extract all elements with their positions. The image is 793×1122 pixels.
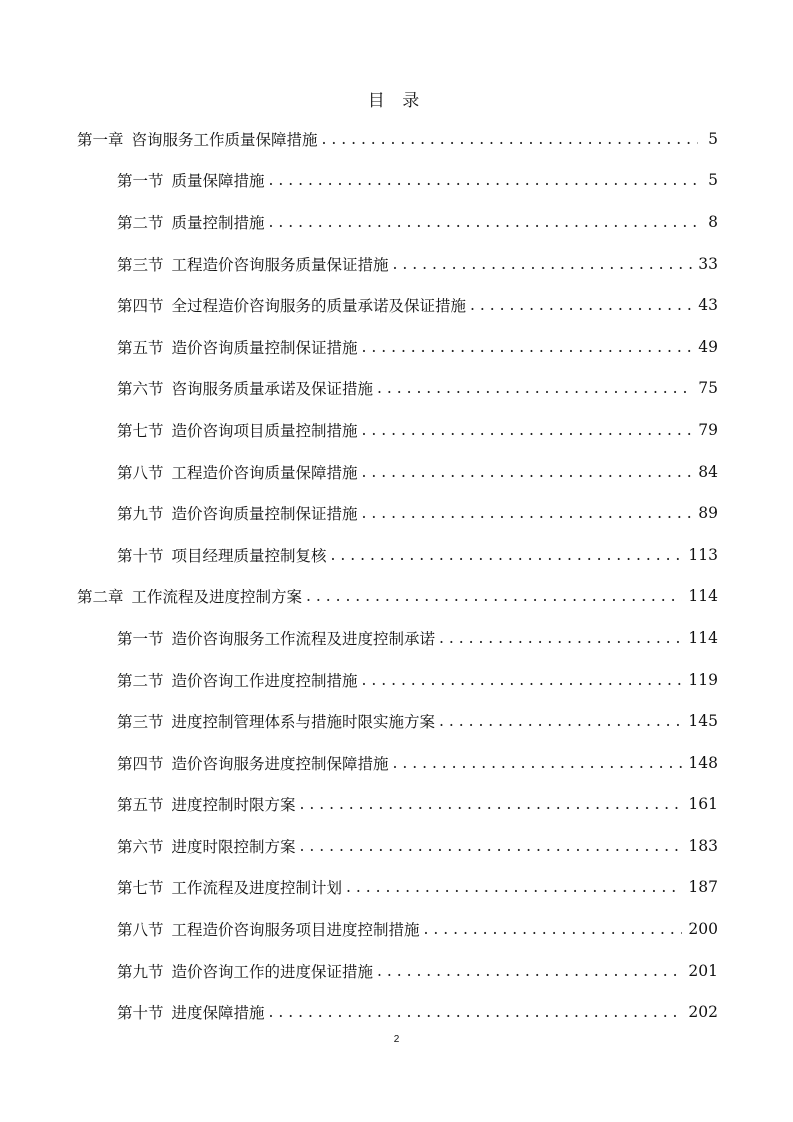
toc-section-entry[interactable] (77, 825, 718, 867)
entry-title: 工程造价咨询服务质量保证措施 (171, 255, 389, 274)
entry-title: 工作流程及进度控制方案 (131, 588, 303, 607)
dot-leader (306, 587, 682, 605)
entry-title: 工程造价咨询质量保障措施 (171, 463, 358, 482)
toc-section-entry[interactable] (77, 326, 718, 368)
dot-leader (393, 754, 683, 772)
dot-leader (269, 171, 698, 189)
entry-number: 第七节 (117, 879, 164, 898)
entry-page: 183 (688, 836, 718, 855)
dot-leader (269, 1003, 683, 1021)
entry-title: 咨询服务工作质量保障措施 (131, 130, 318, 149)
dot-leader (362, 671, 683, 689)
toc-section-entry[interactable] (77, 534, 718, 576)
dot-leader (300, 837, 683, 855)
entry-title: 咨询服务质量承诺及保证措施 (171, 380, 374, 399)
toc-section-entry[interactable] (77, 700, 718, 742)
toc-section-entry[interactable] (77, 243, 718, 285)
dot-leader (362, 338, 693, 356)
entry-number: 第一节 (117, 172, 164, 191)
entry-page: 161 (688, 795, 718, 814)
toc-section-entry[interactable] (77, 492, 718, 534)
entry-page: 5 (708, 129, 718, 148)
entry-page: 33 (698, 254, 718, 273)
entry-page: 75 (698, 379, 718, 398)
toc-section-entry[interactable] (77, 160, 718, 202)
toc-section-entry[interactable] (77, 368, 718, 410)
entry-number: 第一章 (77, 130, 124, 149)
entry-page: 5 (708, 171, 718, 190)
entry-number: 第九节 (117, 962, 164, 981)
entry-page: 148 (688, 753, 718, 772)
dot-leader (346, 878, 682, 896)
toc-section-entry[interactable] (77, 201, 718, 243)
dot-leader (300, 795, 683, 813)
entry-page: 187 (688, 878, 718, 897)
entry-page: 89 (698, 504, 718, 523)
entry-page: 114 (688, 587, 718, 606)
entry-page: 201 (688, 961, 718, 980)
entry-number: 第二章 (77, 588, 124, 607)
dot-leader (424, 920, 683, 938)
entry-page: 8 (708, 212, 718, 231)
entry-title: 造价咨询质量控制保证措施 (171, 505, 358, 524)
entry-number: 第二节 (117, 671, 164, 690)
toc-section-entry[interactable] (77, 409, 718, 451)
dot-leader (439, 629, 682, 647)
dot-leader (322, 130, 698, 148)
entry-page: 200 (688, 920, 718, 939)
entry-page: 113 (688, 545, 718, 564)
entry-page: 49 (698, 337, 718, 356)
dot-leader (377, 962, 682, 980)
toc-section-entry[interactable] (77, 867, 718, 909)
entry-number: 第六节 (117, 380, 164, 399)
entry-number: 第七节 (117, 421, 164, 440)
entry-number: 第十节 (117, 1004, 164, 1023)
entry-title: 造价咨询工作进度控制措施 (171, 671, 358, 690)
entry-title: 质量控制措施 (171, 213, 265, 232)
entry-number: 第八节 (117, 463, 164, 482)
entry-title: 造价咨询服务工作流程及进度控制承诺 (171, 629, 436, 648)
entry-title: 进度控制时限方案 (171, 796, 296, 815)
dot-leader (331, 546, 683, 564)
entry-title: 造价咨询质量控制保证措施 (171, 338, 358, 357)
page-number: 2 (393, 1034, 400, 1045)
entry-page: 79 (698, 420, 718, 439)
entry-number: 第四节 (117, 754, 164, 773)
entry-title: 质量保障措施 (171, 172, 265, 191)
toc-section-entry[interactable] (77, 950, 718, 992)
dot-leader (362, 463, 693, 481)
entry-number: 第一节 (117, 629, 164, 648)
toc-section-entry[interactable] (77, 784, 718, 826)
entry-number: 第九节 (117, 505, 164, 524)
toc-section-entry[interactable] (77, 908, 718, 950)
entry-number: 第三节 (117, 255, 164, 274)
toc-section-entry[interactable] (77, 659, 718, 701)
entry-title: 进度时限控制方案 (171, 837, 296, 856)
entry-page: 43 (698, 296, 718, 315)
entry-page: 145 (688, 712, 718, 731)
dot-leader (470, 296, 692, 314)
toc-section-entry[interactable] (77, 742, 718, 784)
entry-title: 造价咨询服务进度控制保障措施 (171, 754, 389, 773)
toc-section-entry[interactable] (77, 991, 718, 1033)
entry-page: 84 (698, 462, 718, 481)
entry-title: 造价咨询工作的进度保证措施 (171, 962, 374, 981)
entry-title: 工程造价咨询服务项目进度控制措施 (171, 921, 420, 940)
entry-number: 第四节 (117, 297, 164, 316)
dot-leader (439, 712, 682, 730)
toc-chapter-entry[interactable] (77, 118, 718, 160)
dot-leader (362, 421, 693, 439)
entry-page: 119 (688, 670, 718, 689)
dot-leader (362, 504, 693, 522)
entry-title: 进度保障措施 (171, 1004, 265, 1023)
entry-page: 114 (688, 628, 718, 647)
entry-page: 202 (688, 1003, 718, 1022)
toc-title: 目 录 (367, 91, 426, 111)
entry-title: 项目经理质量控制复核 (171, 546, 327, 565)
entry-number: 第五节 (117, 338, 164, 357)
entry-number: 第二节 (117, 213, 164, 232)
entry-number: 第十节 (117, 546, 164, 565)
table-of-contents (77, 118, 718, 1033)
entry-title: 造价咨询项目质量控制措施 (171, 421, 358, 440)
dot-leader (377, 379, 692, 397)
dot-leader (393, 255, 693, 273)
entry-number: 第八节 (117, 921, 164, 940)
entry-number: 第六节 (117, 837, 164, 856)
entry-number: 第五节 (117, 796, 164, 815)
toc-section-entry[interactable] (77, 451, 718, 493)
entry-title: 工作流程及进度控制计划 (171, 879, 343, 898)
entry-number: 第三节 (117, 713, 164, 732)
toc-chapter-entry[interactable] (77, 576, 718, 618)
dot-leader (269, 213, 698, 231)
toc-section-entry[interactable] (77, 617, 718, 659)
entry-title: 进度控制管理体系与措施时限实施方案 (171, 713, 436, 732)
entry-title: 全过程造价咨询服务的质量承诺及保证措施 (171, 297, 467, 316)
toc-section-entry[interactable] (77, 284, 718, 326)
